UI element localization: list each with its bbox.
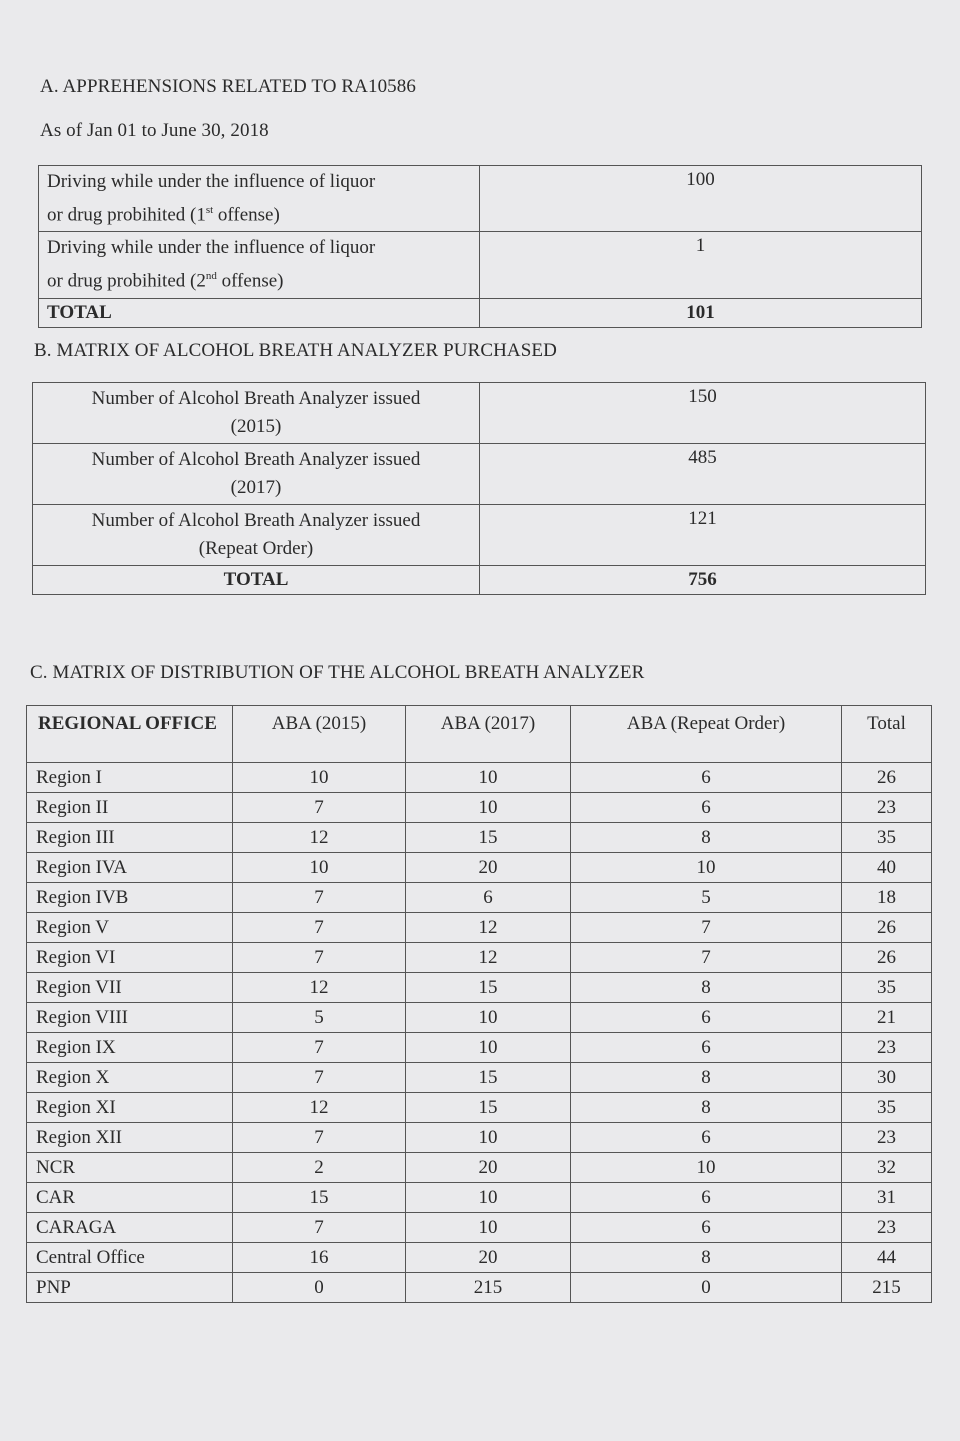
offense-value-cell: 100 [480,166,922,232]
purchase-label-cell [33,444,480,505]
header-aba-2017: ABA (2017) [406,706,571,763]
distribution-table [26,705,932,1303]
aba-2017-value: 10 [406,1213,571,1243]
table-row [27,763,932,793]
distribution-table-body [27,763,932,1303]
aba-repeat-order-value: 6 [571,1033,842,1063]
aba-repeat-order-value: 6 [571,1003,842,1033]
table-header-row [27,706,932,763]
table-row [27,1273,932,1303]
total-value: 26 [842,913,932,943]
region-name: Region II [27,793,233,823]
total-row [33,566,926,595]
header-aba-2015: ABA (2015) [233,706,406,763]
offense-label-line2-post: offense) [216,270,284,292]
region-name: PNP [27,1273,233,1303]
purchase-label-line1: Number of Alcohol Breath Analyzer issued [91,449,421,470]
table-row [27,1063,932,1093]
total-value: 23 [842,1123,932,1153]
region-name: Region V [27,913,233,943]
table-row [27,1213,932,1243]
aba-2017-value: 15 [406,1093,571,1123]
aba-2015-value: 12 [233,973,406,1003]
aba-repeat-order-value: 6 [571,1183,842,1213]
total-row [39,298,922,327]
aba-repeat-order-value: 6 [571,793,842,823]
region-name: CARAGA [27,1213,233,1243]
aba-2015-value: 7 [233,1063,406,1093]
region-name: Region I [27,763,233,793]
aba-2015-value: 7 [233,913,406,943]
table-row [27,1033,932,1063]
table-row [27,1183,932,1213]
aba-2017-value: 215 [406,1273,571,1303]
offense-label-line2-pre: or drug probihited (1 [47,204,206,226]
section-a-subtitle: As of Jan 01 to June 30, 2018 [40,120,269,141]
aba-2017-value: 20 [406,1153,571,1183]
aba-2015-value: 12 [233,1093,406,1123]
aba-repeat-order-value: 0 [571,1273,842,1303]
aba-repeat-order-value: 6 [571,1213,842,1243]
total-value: 35 [842,823,932,853]
region-name: Central Office [27,1243,233,1273]
aba-repeat-order-value: 8 [571,1063,842,1093]
total-value: 756 [480,566,926,595]
offense-label-line2-pre: or drug probihited (2 [47,270,206,292]
table-row [27,1243,932,1273]
table-row [27,913,932,943]
section-a-title: A. APPREHENSIONS RELATED TO RA10586 [40,76,416,97]
region-name: Region VII [27,973,233,1003]
region-name: Region VI [27,943,233,973]
total-value: 215 [842,1273,932,1303]
aba-2015-value: 5 [233,1003,406,1033]
table-row [27,853,932,883]
aba-2017-value: 15 [406,973,571,1003]
aba-2015-value: 2 [233,1153,406,1183]
total-value: 35 [842,1093,932,1123]
table-row [39,166,922,232]
purchase-label-line1: Number of Alcohol Breath Analyzer issued [91,388,421,409]
total-label: TOTAL [39,298,480,327]
aba-repeat-order-value: 7 [571,913,842,943]
aba-repeat-order-value: 6 [571,763,842,793]
offense-ordinal-suffix: nd [205,270,217,283]
offense-label-cell [39,232,480,298]
region-name: Region IVB [27,883,233,913]
region-name: CAR [27,1183,233,1213]
aba-2017-value: 12 [406,913,571,943]
total-value: 21 [842,1003,932,1033]
region-name: Region VIII [27,1003,233,1033]
offense-label-line1: Driving while under the influence of liquor [47,237,376,259]
aba-repeat-order-value: 8 [571,823,842,853]
aba-2015-value: 7 [233,1033,406,1063]
aba-2017-value: 20 [406,853,571,883]
header-aba-repeat-order: ABA (Repeat Order) [571,706,842,763]
aba-2017-value: 10 [406,1033,571,1063]
offense-label-line1: Driving while under the influence of liquor [47,171,376,192]
region-name: Region IVA [27,853,233,883]
purchase-label-cell [33,383,480,444]
total-value: 26 [842,943,932,973]
aba-2017-value: 20 [406,1243,571,1273]
total-value: 35 [842,973,932,1003]
region-name: Region III [27,823,233,853]
purchase-value-cell: 485 [480,444,926,505]
total-value: 23 [842,1213,932,1243]
aba-repeat-order-value: 7 [571,943,842,973]
aba-2015-value: 7 [233,793,406,823]
offense-label-line2-post: offense) [213,204,280,226]
aba-repeat-order-value: 8 [571,1243,842,1273]
table-row [33,444,926,505]
header-regional-office: REGIONAL OFFICE [27,706,233,763]
aba-2017-value: 10 [406,1183,571,1213]
aba-repeat-order-value: 6 [571,1123,842,1153]
aba-2015-value: 7 [233,883,406,913]
table-row [27,1003,932,1033]
purchase-label-line2: (2015) [230,416,282,437]
aba-repeat-order-value: 5 [571,883,842,913]
total-value: 101 [480,298,922,327]
purchase-label-line2: (Repeat Order) [198,538,314,559]
aba-2017-value: 10 [406,1123,571,1153]
offense-ordinal-suffix: st [205,204,214,216]
table-row [27,1123,932,1153]
table-row [39,232,922,298]
region-name: Region IX [27,1033,233,1063]
aba-repeat-order-value: 10 [571,853,842,883]
region-name: Region X [27,1063,233,1093]
aba-2015-value: 0 [233,1273,406,1303]
table-row [27,823,932,853]
offense-value-cell: 1 [480,232,922,298]
section-b-title: B. MATRIX OF ALCOHOL BREATH ANALYZER PURCHASED [34,340,557,361]
aba-2015-value: 7 [233,943,406,973]
total-value: 23 [842,1033,932,1063]
total-value: 23 [842,793,932,823]
table-row [27,1153,932,1183]
aba-repeat-order-value: 10 [571,1153,842,1183]
aba-2017-value: 10 [406,1003,571,1033]
aba-2017-value: 12 [406,943,571,973]
aba-2015-value: 10 [233,853,406,883]
aba-2017-value: 10 [406,793,571,823]
aba-2015-value: 7 [233,1123,406,1153]
aba-2015-value: 10 [233,763,406,793]
analyzer-purchased-table [32,382,926,595]
total-value: 18 [842,883,932,913]
purchase-label-line2: (2017) [230,477,282,498]
purchase-label-cell [33,505,480,566]
purchase-label-line1: Number of Alcohol Breath Analyzer issued [91,510,421,531]
aba-repeat-order-value: 8 [571,973,842,1003]
header-total: Total [842,706,932,763]
total-value: 44 [842,1243,932,1273]
table-row [27,1093,932,1123]
aba-2015-value: 16 [233,1243,406,1273]
total-value: 40 [842,853,932,883]
total-value: 31 [842,1183,932,1213]
aba-2015-value: 12 [233,823,406,853]
table-row [33,383,926,444]
aba-2015-value: 15 [233,1183,406,1213]
total-label: TOTAL [33,566,480,595]
region-name: Region XII [27,1123,233,1153]
table-row [33,505,926,566]
aba-2017-value: 6 [406,883,571,913]
total-value: 30 [842,1063,932,1093]
region-name: NCR [27,1153,233,1183]
aba-2017-value: 10 [406,763,571,793]
offense-label-cell [39,166,480,232]
table-row [27,943,932,973]
aba-2017-value: 15 [406,823,571,853]
apprehensions-table [38,165,922,328]
aba-repeat-order-value: 8 [571,1093,842,1123]
aba-2017-value: 15 [406,1063,571,1093]
table-row [27,793,932,823]
purchase-value-cell: 150 [480,383,926,444]
total-value: 26 [842,763,932,793]
section-c-title: C. MATRIX OF DISTRIBUTION OF THE ALCOHOL BREATH ANALYZER [30,662,645,683]
table-row [27,973,932,1003]
aba-2015-value: 7 [233,1213,406,1243]
table-row [27,883,932,913]
total-value: 32 [842,1153,932,1183]
region-name: Region XI [27,1093,233,1123]
purchase-value-cell: 121 [480,505,926,566]
